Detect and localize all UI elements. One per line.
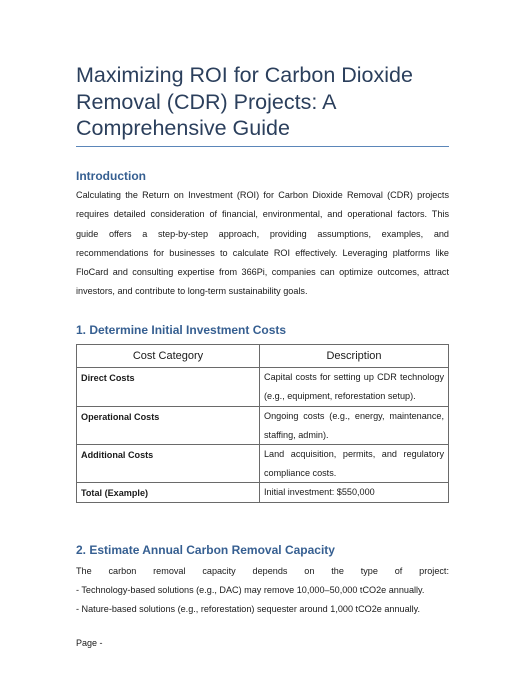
table-header-row — [77, 345, 449, 368]
cost-description-cell: Initial investment: $550,000 — [260, 483, 449, 503]
table-row — [77, 445, 449, 483]
cost-category-cell: Total (Example) — [77, 483, 260, 503]
table-row — [77, 483, 449, 503]
table-row — [77, 407, 449, 445]
cost-category-cell: Direct Costs — [77, 368, 260, 407]
column-header-description: Description — [260, 345, 449, 368]
column-header-cost-category: Cost Category — [77, 345, 260, 368]
cost-description-cell: Land acquisition, permits, and regulatory compliance costs. — [260, 445, 449, 483]
section-2-heading: 2. Estimate Annual Carbon Removal Capacity — [76, 543, 335, 557]
document-title: Maximizing ROI for Carbon Dioxide Removal (CDR) Projects: A Comprehensive Guide — [76, 63, 413, 140]
page-footer: Page - — [76, 638, 103, 648]
table-row — [77, 368, 449, 407]
intro-heading: Introduction — [76, 169, 146, 183]
cost-description-cell: Ongoing costs (e.g., energy, maintenance, staffing, admin). — [260, 407, 449, 445]
title-divider — [76, 146, 449, 147]
cost-description-cell: Capital costs for setting up CDR technology (e.g., equipment, reforestation setup). — [260, 368, 449, 407]
investment-costs-table — [76, 344, 449, 503]
section-1-heading: 1. Determine Initial Investment Costs — [76, 323, 287, 337]
intro-paragraph: Calculating the Return on Investment (ROI) for Carbon Dioxide Removal (CDR) projects requires detailed consideration of financial, environmental, and operational factors. This guide offers a step-by-step approach, providing assumptions, examples, and recommendations for businesses to calculate ROI effectively. Leveraging platforms like FloCard and consulting expertise from 366Pi, companies can optimize outcomes, attract investors, and contribute to long-term sustainability goals. — [76, 190, 449, 297]
cost-category-cell: Additional Costs — [77, 445, 260, 483]
list-item: - Technology-based solutions (e.g., DAC) may remove 10,000–50,000 tCO2e annually. — [76, 585, 425, 595]
cost-category-cell: Operational Costs — [77, 407, 260, 445]
list-item: - Nature-based solutions (e.g., reforestation) sequester around 1,000 tCO2e annually. — [76, 604, 421, 614]
section-2-lead: The carbon removal capacity depends on the type of project: — [76, 566, 449, 576]
